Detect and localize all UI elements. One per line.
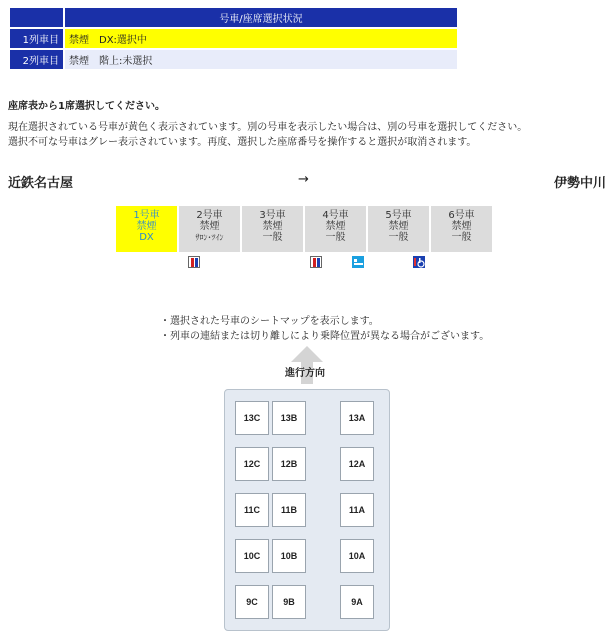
seat-9B[interactable]: 9B [272, 585, 306, 619]
car-smoking: 禁煙 [388, 221, 409, 232]
seatmap-notes [160, 314, 489, 344]
car-tab-5[interactable] [368, 206, 429, 252]
table-header-title: 号車/座席選択状況 [65, 8, 457, 27]
car-selector [116, 206, 492, 252]
seat-13A[interactable]: 13A [340, 401, 374, 435]
seat-12B[interactable]: 12B [272, 447, 306, 481]
seat-13B[interactable]: 13B [272, 401, 306, 435]
seat-11A[interactable]: 11A [340, 493, 374, 527]
car-tab-1[interactable] [116, 206, 177, 252]
car-type: ｻﾛﾝ･ﾂｲﾝ [195, 233, 224, 242]
toilet-icon [188, 256, 200, 268]
instruction-line: 現在選択されている号車が黄色く表示されています。別の号車を表示したい場合は、別の号車を選択してください。 [8, 122, 528, 133]
car-smoking: 禁煙 [451, 221, 472, 232]
toilet-icon [310, 256, 322, 268]
car-type: 一般 [451, 232, 472, 243]
seat-10B[interactable]: 10B [272, 539, 306, 573]
car-type: 一般 [325, 232, 346, 243]
smoking-room-icon [352, 256, 364, 268]
car-type: 一般 [262, 232, 283, 243]
seat-12A[interactable]: 12A [340, 447, 374, 481]
seat-10A[interactable]: 10A [340, 539, 374, 573]
travel-direction-label: 進行方向 [285, 368, 325, 379]
table-row [10, 29, 457, 48]
train-status: 禁煙 DX:選択中 [65, 29, 457, 48]
car-smoking: 禁煙 [262, 221, 283, 232]
seat-map [224, 389, 390, 631]
car-number: 5号車 [385, 210, 412, 221]
table-row [10, 50, 457, 69]
seat-10C[interactable]: 10C [235, 539, 269, 573]
instruction-line: 選択不可な号車はグレー表示されています。再度、選択した座席番号を操作すると選択が取消されます。 [8, 137, 477, 148]
car-smoking: 禁煙 [325, 221, 346, 232]
car-number: 2号車 [196, 210, 223, 221]
seat-12C[interactable]: 12C [235, 447, 269, 481]
car-number: 6号車 [448, 210, 475, 221]
train-status: 禁煙 階上:未選択 [65, 50, 457, 69]
note-line: ・選択された号車のシートマップを表示します。 [160, 316, 379, 327]
note-line: ・列車の連結または切り離しにより乗降位置が異なる場合がございます。 [160, 331, 490, 342]
car-tab-6[interactable] [431, 206, 492, 252]
train-label: 1列車目 [10, 29, 63, 48]
car-number: 3号車 [259, 210, 286, 221]
origin-station: 近鉄名古屋 [8, 176, 74, 191]
seat-11B[interactable]: 11B [272, 493, 306, 527]
car-number: 1号車 [133, 210, 160, 221]
car-tab-4[interactable] [305, 206, 366, 252]
accessible-toilet-icon [413, 256, 425, 268]
destination-station: 伊勢中川 [553, 176, 606, 191]
seat-9A[interactable]: 9A [340, 585, 374, 619]
seat-9C[interactable]: 9C [235, 585, 269, 619]
seat-selection-status-table [8, 6, 459, 71]
seat-13C[interactable]: 13C [235, 401, 269, 435]
instruction-text [8, 120, 527, 150]
car-tab-3[interactable] [242, 206, 303, 252]
car-smoking: 禁煙 [136, 221, 157, 232]
train-label: 2列車目 [10, 50, 63, 69]
car-number: 4号車 [322, 210, 349, 221]
car-smoking: 禁煙 [199, 221, 220, 232]
car-type: 一般 [388, 232, 409, 243]
car-tab-2[interactable] [179, 206, 240, 252]
instruction-heading: 座席表から1席選択してください。 [8, 101, 165, 112]
route-arrow-icon: → [298, 172, 309, 187]
car-type: DX [139, 232, 154, 243]
table-header-blank [10, 8, 63, 27]
seat-11C[interactable]: 11C [235, 493, 269, 527]
